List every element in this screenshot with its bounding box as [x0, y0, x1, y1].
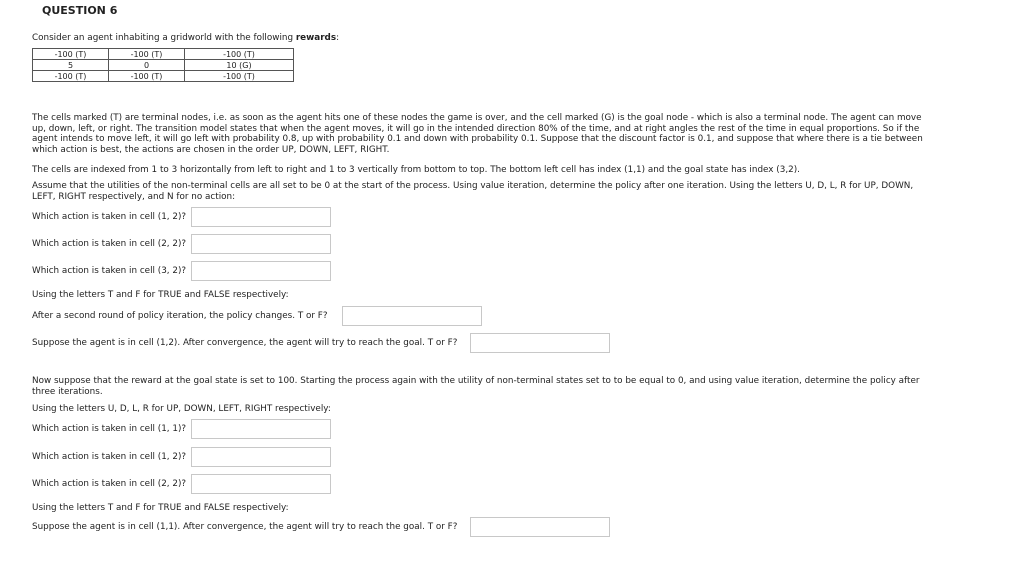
answer-4-input[interactable]: [342, 306, 482, 326]
intro-end: :: [336, 33, 340, 43]
question-5-label: Suppose the agent is in cell (1,2). After convergence, the agent will try to reach the goal. T or F?: [32, 338, 458, 348]
intro-text-plain: Consider an agent inhabiting a gridworld with the following: [32, 33, 296, 43]
answer-1-input[interactable]: [191, 207, 331, 227]
answer-8-input[interactable]: [191, 474, 331, 494]
table-cell: -100 (T): [185, 49, 294, 60]
question-8-label: Which action is taken in cell (2, 2)?: [32, 479, 187, 489]
answer-6-input[interactable]: [191, 419, 331, 439]
answer-9-input[interactable]: [470, 517, 610, 537]
table-cell: -100 (T): [33, 49, 109, 60]
answer-7-input[interactable]: [191, 447, 331, 467]
table-cell: -100 (T): [33, 71, 109, 82]
table-cell: -100 (T): [109, 49, 185, 60]
rewards-table: [32, 48, 294, 82]
question-6-label: Which action is taken in cell (1, 1)?: [32, 424, 187, 434]
table-cell: 0: [109, 60, 185, 71]
question-4-label: After a second round of policy iteration, the policy changes. T or F?: [32, 311, 328, 321]
letters-instruction: Using the letters U, D, L, R for UP, DOWN, LEFT, RIGHT respectively:: [32, 404, 331, 414]
question-9-label: Suppose the agent is in cell (1,1). After convergence, the agent will try to reach the goal. T or F?: [32, 522, 458, 532]
question-7-label: Which action is taken in cell (1, 2)?: [32, 452, 187, 462]
tf-instruction-2: Using the letters T and F for TRUE and FALSE respectively:: [32, 503, 289, 513]
question-3-label: Which action is taken in cell (3, 2)?: [32, 266, 187, 276]
table-row: [33, 60, 294, 71]
table-cell: 5: [33, 60, 109, 71]
answer-5-input[interactable]: [470, 333, 610, 353]
table-row: [33, 49, 294, 60]
table-cell: -100 (T): [185, 71, 294, 82]
answer-3-input[interactable]: [191, 261, 331, 281]
table-cell: -100 (T): [109, 71, 185, 82]
intro-text: [32, 33, 339, 44]
assumption-paragraph: Assume that the utilities of the non-terminal cells are all set to be 0 at the start of the process. Using value iteration, determine the policy after one iteration. Using the letters U, D, L, R for UP, DOWN, LEFT, RIGHT respectively, and N for no action:: [32, 181, 914, 202]
indexing-paragraph: The cells are indexed from 1 to 3 horizontally from left to right and 1 to 3 vertically from bottom to top. The bottom left cell has index (1,1) and the goal state has index (3,2).: [32, 165, 800, 175]
question-title: QUESTION 6: [42, 4, 118, 17]
answer-2-input[interactable]: [191, 234, 331, 254]
question-2-label: Which action is taken in cell (2, 2)?: [32, 239, 187, 249]
intro-bold: rewards: [295, 33, 337, 43]
now-suppose-paragraph: Now suppose that the reward at the goal state is set to 100. Starting the process again with the utility of non-terminal states set to to be equal to 0, and using value iteration, determine the policy after three iterations.: [32, 376, 920, 397]
terminal-paragraph: The cells marked (T) are terminal nodes, i.e. as soon as the agent hits one of these nodes the game is over, and the cell marked (G) is the goal node - which is also a terminal node. The agent can move up, down, left, or right. The transition model states that when the agent moves, it will go in the intended direction 80% of the time, and at right angles the rest of the time in equal proportions. So if the agent intends to move left, it will go left with probability 0.8, up with probability 0.1 and down with probability 0.1. Suppose that the discount factor is 0.1, and suppose that where there is a tie between which action is best, the actions are chosen in the order UP, DOWN, LEFT, RIGHT.: [32, 113, 923, 155]
table-row: [33, 71, 294, 82]
tf-instruction-1: Using the letters T and F for TRUE and FALSE respectively:: [32, 290, 289, 300]
question-1-label: Which action is taken in cell (1, 2)?: [32, 212, 187, 222]
table-cell: 10 (G): [185, 60, 294, 71]
